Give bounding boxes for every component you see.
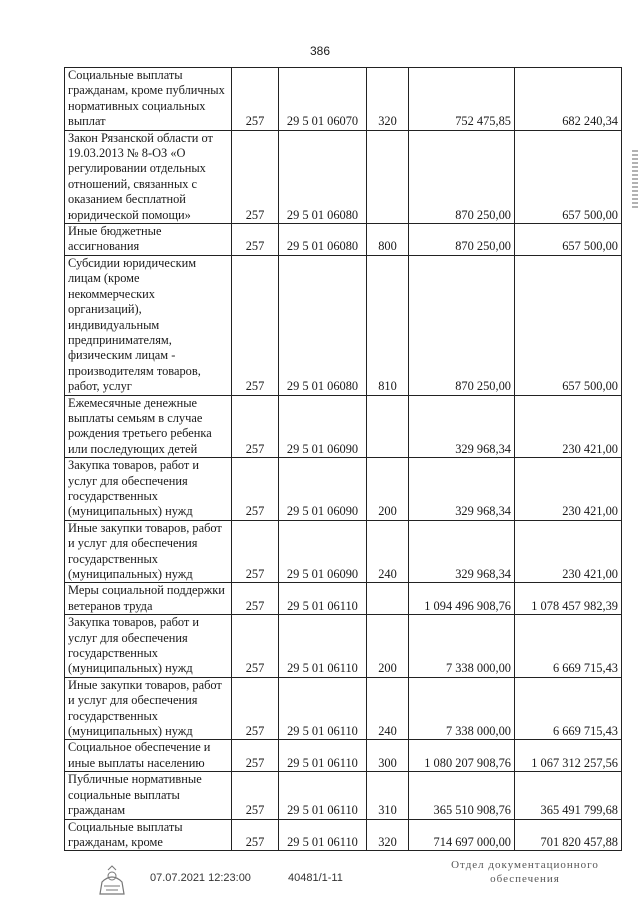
coat-of-arms-icon: [94, 864, 130, 896]
cell-amount-approved: 1 080 207 908,76: [409, 740, 515, 772]
cell-amount-approved: 870 250,00: [409, 255, 515, 395]
cell-name: Субсидии юридическим лицам (кроме некоммерческих организаций), индивидуальным предпринимателям, физическим лицам - производителям товаров, работ, услуг: [65, 255, 232, 395]
cell-kcsr: 29 5 01 06090: [279, 520, 367, 583]
cell-amount-approved: 329 968,34: [409, 458, 515, 521]
cell-code: 257: [232, 224, 279, 256]
table-row: [65, 68, 622, 131]
table-row: [65, 772, 622, 819]
stamp-line-1: Отдел документационного: [451, 859, 599, 871]
cell-amount-executed: 230 421,00: [515, 520, 622, 583]
cell-kvr: 300: [367, 740, 409, 772]
cell-amount-approved: 7 338 000,00: [409, 615, 515, 678]
cell-kcsr: 29 5 01 06110: [279, 615, 367, 678]
footer-datetime: 07.07.2021 12:23:00: [150, 872, 251, 884]
cell-kvr: [367, 395, 409, 458]
cell-code: 257: [232, 255, 279, 395]
cell-code: 257: [232, 520, 279, 583]
cell-name: Публичные нормативные социальные выплаты гражданам: [65, 772, 232, 819]
table-row: [65, 255, 622, 395]
table-row: [65, 677, 622, 740]
cell-code: 257: [232, 615, 279, 678]
cell-amount-executed: 657 500,00: [515, 224, 622, 256]
cell-amount-executed: 365 491 799,68: [515, 772, 622, 819]
cell-kcsr: 29 5 01 06080: [279, 130, 367, 223]
table-row: [65, 395, 622, 458]
cell-amount-executed: 6 669 715,43: [515, 615, 622, 678]
cell-code: 257: [232, 68, 279, 131]
page-number: 386: [309, 44, 331, 58]
cell-code: 257: [232, 740, 279, 772]
cell-amount-executed: 657 500,00: [515, 130, 622, 223]
cell-amount-executed: 1 078 457 982,39: [515, 583, 622, 615]
cell-kvr: [367, 583, 409, 615]
table-row: [65, 615, 622, 678]
cell-amount-executed: 682 240,34: [515, 68, 622, 131]
table-row: [65, 819, 622, 851]
department-stamp: [430, 858, 620, 886]
cell-name: Иные закупки товаров, работ и услуг для обеспечения государственных (муниципальных) нужд: [65, 677, 232, 740]
cell-name: Закупка товаров, работ и услуг для обеспечения государственных (муниципальных) нужд: [65, 458, 232, 521]
cell-amount-approved: 752 475,85: [409, 68, 515, 131]
budget-table: [64, 67, 622, 851]
cell-kcsr: 29 5 01 06080: [279, 224, 367, 256]
cell-kcsr: 29 5 01 06110: [279, 740, 367, 772]
cell-kvr: 320: [367, 819, 409, 851]
cell-name: Закон Рязанской области от 19.03.2013 № 8-ОЗ «О регулировании отдельных отношений, связанных с оказанием бесплатной юридической помощи»: [65, 130, 232, 223]
cell-code: 257: [232, 677, 279, 740]
cell-name: Социальные выплаты гражданам, кроме публичных нормативных социальных выплат: [65, 68, 232, 131]
cell-name: Социальное обеспечение и иные выплаты населению: [65, 740, 232, 772]
cell-amount-executed: 230 421,00: [515, 395, 622, 458]
cell-kcsr: 29 5 01 06110: [279, 677, 367, 740]
cell-amount-executed: 1 067 312 257,56: [515, 740, 622, 772]
cell-amount-approved: 7 338 000,00: [409, 677, 515, 740]
cell-kvr: 310: [367, 772, 409, 819]
cell-kvr: 810: [367, 255, 409, 395]
cell-code: 257: [232, 772, 279, 819]
cell-amount-approved: 329 968,34: [409, 395, 515, 458]
table-row: [65, 130, 622, 223]
page-footer: [0, 859, 640, 904]
cell-amount-approved: 329 968,34: [409, 520, 515, 583]
table-row: [65, 740, 622, 772]
cell-code: 257: [232, 458, 279, 521]
cell-amount-approved: 365 510 908,76: [409, 772, 515, 819]
cell-kvr: 800: [367, 224, 409, 256]
cell-amount-approved: 1 094 496 908,76: [409, 583, 515, 615]
cell-kvr: 320: [367, 68, 409, 131]
cell-kvr: 240: [367, 677, 409, 740]
cell-name: Иные бюджетные ассигнования: [65, 224, 232, 256]
cell-kcsr: 29 5 01 06090: [279, 458, 367, 521]
cell-name: Ежемесячные денежные выплаты семьям в случае рождения третьего ребенка или последующих детей: [65, 395, 232, 458]
cell-kcsr: 29 5 01 06110: [279, 583, 367, 615]
cell-amount-executed: 230 421,00: [515, 458, 622, 521]
budget-table-body: [65, 68, 622, 851]
table-row: [65, 458, 622, 521]
cell-kcsr: 29 5 01 06070: [279, 68, 367, 131]
cell-code: 257: [232, 819, 279, 851]
cell-kcsr: 29 5 01 06080: [279, 255, 367, 395]
cell-code: 257: [232, 395, 279, 458]
cell-amount-approved: 870 250,00: [409, 224, 515, 256]
cell-kvr: [367, 130, 409, 223]
cell-name: Меры социальной поддержки ветеранов труда: [65, 583, 232, 615]
cell-code: 257: [232, 130, 279, 223]
stamp-line-2: обеспечения: [490, 873, 560, 885]
cell-kvr: 240: [367, 520, 409, 583]
cell-amount-approved: 714 697 000,00: [409, 819, 515, 851]
cell-code: 257: [232, 583, 279, 615]
cell-amount-executed: 657 500,00: [515, 255, 622, 395]
cell-name: Социальные выплаты гражданам, кроме: [65, 819, 232, 851]
cell-kvr: 200: [367, 458, 409, 521]
table-row: [65, 583, 622, 615]
table-row: [65, 520, 622, 583]
cell-amount-executed: 6 669 715,43: [515, 677, 622, 740]
cell-amount-executed: 701 820 457,88: [515, 819, 622, 851]
cell-kcsr: 29 5 01 06110: [279, 819, 367, 851]
cell-amount-approved: 870 250,00: [409, 130, 515, 223]
cell-name: Иные закупки товаров, работ и услуг для обеспечения государственных (муниципальных) нужд: [65, 520, 232, 583]
cell-name: Закупка товаров, работ и услуг для обеспечения государственных (муниципальных) нужд: [65, 615, 232, 678]
cell-kcsr: 29 5 01 06110: [279, 772, 367, 819]
footer-doc-number: 40481/1-11: [288, 872, 343, 884]
cell-kvr: 200: [367, 615, 409, 678]
scan-edge-mark: [632, 150, 638, 210]
cell-kcsr: 29 5 01 06090: [279, 395, 367, 458]
table-row: [65, 224, 622, 256]
